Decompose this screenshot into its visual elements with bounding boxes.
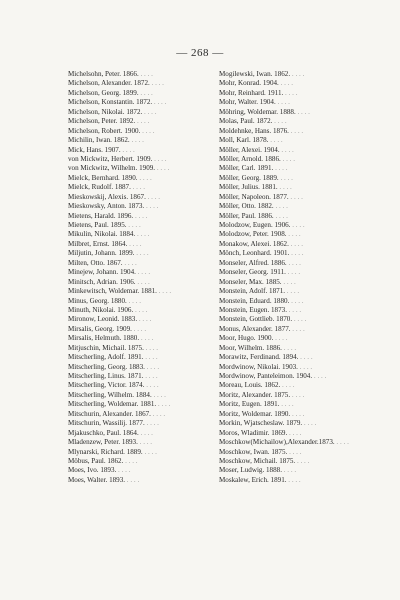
list-entry: Monstein, Adolf. 1871. . . . . (219, 287, 379, 296)
list-entry: Mietens, Paul. 1895. . . . . (68, 221, 228, 230)
list-entry: Moldehnke, Hans. 1876. . . . . (219, 127, 379, 136)
list-entry: Moritz, Eugen. 1891. . . . . (219, 400, 379, 409)
list-entry: Möller, Arnold. 1886. . . . . (219, 155, 379, 164)
list-entry: Mordwinow, Panteleimon. 1904. . . . . (219, 372, 379, 381)
list-entry: Mirsalis, Helmuth. 1880. . . . . (68, 334, 228, 343)
list-entry: Moros, Wladimir. 1869. . . . . (219, 429, 379, 438)
list-entry: Michelson, Robert. 1900. . . . . (68, 127, 228, 136)
list-entry: Mitscherling, Victor. 1874. . . . . (68, 381, 228, 390)
list-entry: Minuth, Nikolai. 1906. . . . . (68, 306, 228, 315)
list-entry: Michelson, Nikolai. 1872. . . . . (68, 108, 228, 117)
list-entry: Molodzow, Peter. 1908. . . . . (219, 230, 379, 239)
list-entry: Mironow, Leonid. 1883. . . . . (68, 315, 228, 324)
list-entry: Monseler, Max. 1885. . . . . (219, 278, 379, 287)
list-entry: Moor, Hugo. 1900. . . . . (219, 334, 379, 343)
list-entry: Möller, Georg. 1889. . . . . (219, 174, 379, 183)
list-entry: Michelson, Peter. 1892. . . . . (68, 117, 228, 126)
list-entry: Minitsch, Adrian. 1906. . . . . (68, 278, 228, 287)
list-entry: Moreau, Louis. 1862. . . . . (219, 381, 379, 390)
list-entry: Moser, Ludwig. 1888. . . . . (219, 466, 379, 475)
list-entry: Mitjuschin, Michail. 1875. . . . . (68, 344, 228, 353)
list-entry: Mick, Hans. 1907. . . . . (68, 146, 228, 155)
list-entry: Milbret, Ernst. 1864. . . . . (68, 240, 228, 249)
list-entry: Mirsalis, Georg. 1909. . . . . (68, 325, 228, 334)
list-entry: Mikulin, Nikolai. 1884. . . . . (68, 230, 228, 239)
list-entry: Moschkow, Michail. 1875. . . . . (219, 457, 379, 466)
list-entry: Mogilewski, Iwan. 1862. . . . . (219, 70, 379, 79)
list-entry: Mohr, Walter. 1904. . . . . (219, 98, 379, 107)
list-entry: Michilin, Iwan. 1862. . . . . (68, 136, 228, 145)
list-entry: Mitschurin, Wassilij. 1877. . . . . (68, 419, 228, 428)
list-entry: Minkewitsch, Woldemar. 1881. . . . . (68, 287, 228, 296)
list-entry: von Mickwitz, Wilhelm. 1909. . . . . (68, 164, 228, 173)
list-entry: Moor, Wilhelm. 1886. . . . . (219, 344, 379, 353)
list-entry: Moritz, Alexander. 1875. . . . . (219, 391, 379, 400)
list-entry: Molas, Paul. 1872. . . . . (219, 117, 379, 126)
list-entry: Möller, Napoleon. 1877. . . . . (219, 193, 379, 202)
list-entry: Minejew, Johann. 1904. . . . . (68, 268, 228, 277)
list-entry: Möller, Carl. 1891. . . . . (219, 164, 379, 173)
list-entry: Mieskowskij, Alexis. 1867. . . . . (68, 193, 228, 202)
list-entry: Möbus, Paul. 1862. . . . . (68, 457, 228, 466)
list-entry: Mitscherling, Woldemar. 1881. . . . . (68, 400, 228, 409)
list-entry: Monstein, Eugen. 1873. . . . . (219, 306, 379, 315)
list-entry: Mordwinow, Nikolai. 1903. . . . . (219, 363, 379, 372)
list-entry: Moll, Karl. 1878. . . . . (219, 136, 379, 145)
left-column (68, 70, 228, 485)
list-entry: Möhring, Woldemar. 1888. . . . . (219, 108, 379, 117)
list-entry: Moes, Ivo. 1893. . . . . (68, 466, 228, 475)
list-entry: Michelsohn, Peter. 1866. . . . . (68, 70, 228, 79)
list-entry: von Mickwitz, Herbert. 1909. . . . . (68, 155, 228, 164)
list-entry: Mielck, Rudolf. 1887. . . . . (68, 183, 228, 192)
list-entry: Möller, Otto. 1882. . . . . (219, 202, 379, 211)
list-entry: Monus, Alexander. 1877. . . . . (219, 325, 379, 334)
list-entry: Mietens, Harald. 1896. . . . . (68, 212, 228, 221)
list-entry: Mieskowsky, Anton. 1873. . . . . (68, 202, 228, 211)
list-entry: Moschkow(Michailow),Alexander.1873. . . . . (219, 438, 379, 447)
list-entry: Michelson, Georg. 1899. . . . . (68, 89, 228, 98)
list-entry: Moskalew, Erich. 1891. . . . . (219, 476, 379, 485)
list-entry: Monakow, Alexei. 1862. . . . . (219, 240, 379, 249)
list-entry: Mitscherling, Wilhelm. 1884. . . . . (68, 391, 228, 400)
list-entry: Morawitz, Ferdinand. 1894. . . . . (219, 353, 379, 362)
list-entry: Molodzow, Eugen. 1906. . . . . (219, 221, 379, 230)
list-entry: Monseler, Alfred. 1886. . . . . (219, 259, 379, 268)
list-entry: Moschkow, Iwan. 1875. . . . . (219, 448, 379, 457)
list-entry: Monstein, Eduard. 1880. . . . . (219, 297, 379, 306)
list-entry: Möller, Julius. 1881. . . . . (219, 183, 379, 192)
list-entry: Morkin, Wjatscheslaw. 1879. . . . . (219, 419, 379, 428)
list-entry: Mjakuschko, Paul. 1864. . . . . (68, 429, 228, 438)
list-entry: Möller, Alexei. 1904. . . . . (219, 146, 379, 155)
list-entry: Michelson, Alexander. 1872. . . . . (68, 79, 228, 88)
list-entry: Mönch, Leonhard. 1901. . . . . (219, 249, 379, 258)
list-entry: Monseler, Georg. 1911. . . . . (219, 268, 379, 277)
list-entry: Mohr, Reinhard. 1911. . . . . (219, 89, 379, 98)
list-entry: Mitscherling, Adolf. 1891. . . . . (68, 353, 228, 362)
list-entry: Mielck, Bernhard. 1890. . . . . (68, 174, 228, 183)
list-entry: Minus, Georg. 1880. . . . . (68, 297, 228, 306)
list-entry: Mitscherling, Georg. 1883. . . . . (68, 363, 228, 372)
list-entry: Mitscherling, Linus. 1871. . . . . (68, 372, 228, 381)
list-entry: Monstein, Gottlieb. 1870. . . . . (219, 315, 379, 324)
list-entry: Michelson, Konstantin. 1872. . . . . (68, 98, 228, 107)
list-entry: Moritz, Woldemar. 1890. . . . . (219, 410, 379, 419)
list-entry: Mladenzew, Peter. 1893. . . . . (68, 438, 228, 447)
list-entry: Miljutin, Johann. 1899. . . . . (68, 249, 228, 258)
list-entry: Mitschurin, Alexander. 1867. . . . . (68, 410, 228, 419)
list-entry: Mohr, Konrad. 1904. . . . . (219, 79, 379, 88)
list-entry: Milten, Otto. 1867. . . . . (68, 259, 228, 268)
list-entry: Möller, Paul. 1886. . . . . (219, 212, 379, 221)
right-column (219, 70, 379, 485)
list-entry: Mlynarski, Richard. 1889. . . . . (68, 448, 228, 457)
list-entry: Moes, Walter. 1893. . . . . (68, 476, 228, 485)
page-number: — 268 — (176, 47, 224, 59)
